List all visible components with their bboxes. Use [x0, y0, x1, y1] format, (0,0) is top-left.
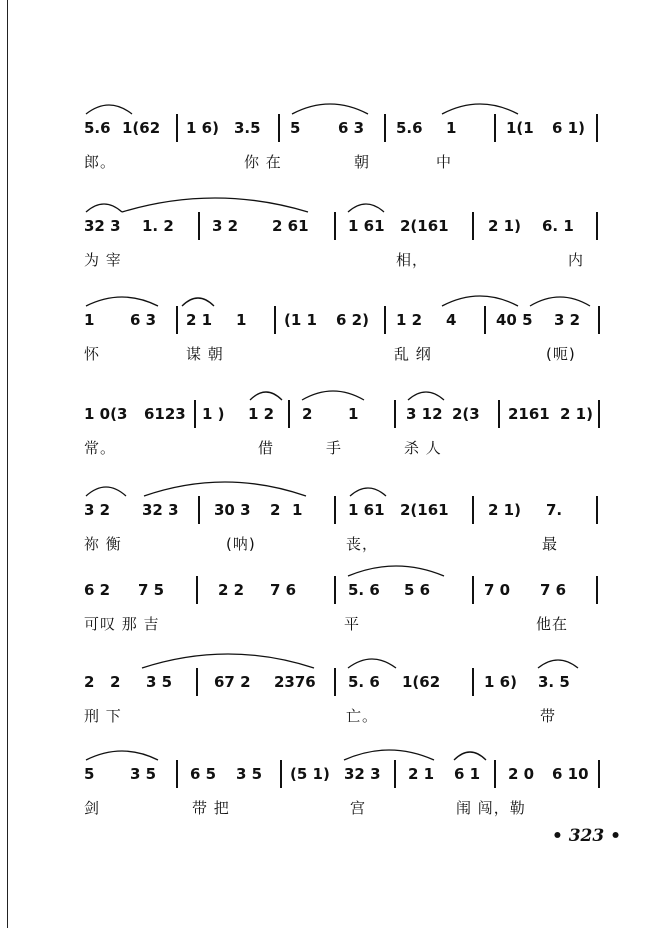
slur: [406, 378, 446, 402]
lyrics-line: [0, 152, 655, 182]
note-group: 2(161: [400, 501, 449, 519]
lyric: 谋 朝: [186, 345, 224, 363]
slur: [440, 284, 520, 308]
note-group: 67 2: [214, 673, 251, 691]
slur: [346, 190, 386, 214]
note-group: 3 2: [212, 217, 239, 235]
slur: [84, 738, 160, 762]
bar-line: [596, 496, 598, 524]
note-group: 32 3: [344, 765, 381, 783]
bar-line: [472, 496, 474, 524]
note-group: 7 5: [138, 581, 165, 599]
lyric: 可叹 那 吉: [84, 615, 160, 633]
lyric: 带: [540, 707, 557, 725]
note-group: 2 1: [186, 311, 213, 329]
notation-line: [0, 672, 655, 702]
slur: [142, 474, 308, 498]
note-group: 4: [446, 311, 457, 329]
note-group: 1 6): [186, 119, 219, 137]
bar-line: [194, 400, 196, 428]
lyric: 宫: [350, 799, 367, 817]
lyric: 剑: [84, 799, 101, 817]
slur: [300, 378, 366, 402]
note-group: (5 1): [290, 765, 330, 783]
note-group: 2 0: [508, 765, 535, 783]
lyric: 郎。: [84, 153, 117, 171]
bar-line: [598, 760, 600, 788]
lyric: 祢 衡: [84, 535, 122, 553]
note-group: 5. 6: [348, 581, 380, 599]
note-group: 3 2: [554, 311, 581, 329]
note-group: 2 1: [408, 765, 435, 783]
bar-line: [472, 212, 474, 240]
note-group: 2 61: [272, 217, 309, 235]
lyric: 常。: [84, 439, 117, 457]
bar-line: [394, 400, 396, 428]
slur: [180, 284, 216, 308]
bar-line: [484, 306, 486, 334]
page-number: • 323 •: [551, 826, 621, 846]
lyric: 为 宰: [84, 251, 122, 269]
lyric: 平: [344, 615, 361, 633]
bar-line: [176, 306, 178, 334]
slur: [348, 474, 388, 498]
note-group: 2 1): [488, 501, 521, 519]
note-group: 5: [290, 119, 301, 137]
slur: [342, 738, 436, 762]
lyric: 最: [542, 535, 559, 553]
lyric: (呃): [546, 345, 576, 363]
lyric: 借: [258, 439, 275, 457]
slur: [84, 474, 128, 498]
notation-line: [0, 404, 655, 434]
note-group: 2 1): [488, 217, 521, 235]
lyric: 你 在: [244, 153, 282, 171]
bar-line: [280, 760, 282, 788]
note-group: 3 2: [84, 501, 111, 519]
slur: [346, 554, 446, 578]
lyrics-line: [0, 798, 655, 828]
bar-line: [472, 668, 474, 696]
note-group: 2 1): [560, 405, 593, 423]
bar-line: [494, 114, 496, 142]
lyrics-line: [0, 438, 655, 468]
lyrics-line: [0, 614, 655, 644]
lyrics-line: [0, 344, 655, 374]
note-group: 6. 1: [542, 217, 574, 235]
note-group: 2(3: [452, 405, 480, 423]
slur: [346, 646, 398, 670]
notation-line: [0, 118, 655, 148]
bar-line: [472, 576, 474, 604]
notation-line: [0, 764, 655, 794]
note-group: 3 5: [146, 673, 173, 691]
lyric: 怀: [84, 345, 101, 363]
note-group: 5: [84, 765, 95, 783]
bar-line: [596, 576, 598, 604]
bar-line: [394, 760, 396, 788]
slur: [248, 378, 284, 402]
lyric: 手: [326, 439, 343, 457]
note-group: 1: [84, 311, 95, 329]
note-group: 1(1: [506, 119, 534, 137]
note-group: 30 3: [214, 501, 251, 519]
lyric: 内: [568, 251, 585, 269]
note-group: 1 ): [202, 405, 225, 423]
note-group: 1 2: [396, 311, 423, 329]
note-group: 1(62: [402, 673, 441, 691]
bar-line: [334, 576, 336, 604]
note-group: 1(62: [122, 119, 161, 137]
slur: [440, 92, 520, 116]
note-group: 5 6: [404, 581, 431, 599]
note-group: 3 12: [406, 405, 443, 423]
note-group: 6 10: [552, 765, 589, 783]
note-group: 2: [270, 501, 281, 519]
lyric: 朝: [354, 153, 371, 171]
note-group: 1: [348, 405, 359, 423]
lyric: 带 把: [192, 799, 230, 817]
note-group: 1 2: [248, 405, 275, 423]
note-group: 6 3: [338, 119, 365, 137]
note-group: 2(161: [400, 217, 449, 235]
note-group: (1 1: [284, 311, 317, 329]
note-group: 32 3: [142, 501, 179, 519]
note-group: 5.6: [396, 119, 423, 137]
lyric: (呐): [226, 535, 256, 553]
note-group: 6 1): [552, 119, 585, 137]
note-group: 2161: [508, 405, 550, 423]
note-group: 1: [446, 119, 457, 137]
bar-line: [334, 212, 336, 240]
note-group: 3. 5: [538, 673, 570, 691]
note-group: 2: [110, 673, 121, 691]
bar-line: [176, 760, 178, 788]
lyric: 丧，: [346, 535, 379, 553]
slur: [120, 190, 310, 214]
slur: [84, 190, 124, 214]
note-group: 6123: [144, 405, 186, 423]
note-group: 1 0(3: [84, 405, 128, 423]
bar-line: [498, 400, 500, 428]
lyrics-line: [0, 250, 655, 280]
bar-line: [196, 576, 198, 604]
bar-line: [278, 114, 280, 142]
note-group: 5.6: [84, 119, 111, 137]
note-group: 6 2: [84, 581, 111, 599]
note-group: 7 6: [540, 581, 567, 599]
bar-line: [198, 212, 200, 240]
slur: [84, 284, 160, 308]
lyric: 杀 人: [404, 439, 442, 457]
note-group: 7 6: [270, 581, 297, 599]
bar-line: [274, 306, 276, 334]
note-group: 1 61: [348, 217, 385, 235]
bar-line: [196, 668, 198, 696]
bar-line: [494, 760, 496, 788]
note-group: 2376: [274, 673, 316, 691]
lyrics-line: [0, 706, 655, 736]
bar-line: [596, 114, 598, 142]
note-group: 1 6): [484, 673, 517, 691]
bar-line: [384, 306, 386, 334]
note-group: 2: [302, 405, 313, 423]
note-group: 7.: [546, 501, 563, 519]
bar-line: [334, 668, 336, 696]
note-group: 3 5: [236, 765, 263, 783]
bar-line: [596, 212, 598, 240]
notation-line: [0, 216, 655, 246]
lyric: 闱 闯，勒: [456, 799, 526, 817]
bar-line: [334, 496, 336, 524]
bar-line: [384, 114, 386, 142]
notation-line: [0, 580, 655, 610]
slur: [452, 738, 488, 762]
note-group: 2: [84, 673, 95, 691]
note-group: 1: [236, 311, 247, 329]
lyric: 他在: [536, 615, 569, 633]
notation-line: [0, 310, 655, 340]
note-group: 6 3: [130, 311, 157, 329]
note-group: 6 2): [336, 311, 369, 329]
lyric: 亡。: [346, 707, 379, 725]
note-group: 5. 6: [348, 673, 380, 691]
note-group: 1 61: [348, 501, 385, 519]
lyric: 乱 纲: [394, 345, 432, 363]
note-group: 2 2: [218, 581, 245, 599]
note-group: 32 3: [84, 217, 121, 235]
slur: [84, 92, 134, 116]
slur: [528, 284, 592, 308]
bar-line: [598, 400, 600, 428]
note-group: 6 1: [454, 765, 481, 783]
bar-line: [176, 114, 178, 142]
note-group: 6 5: [190, 765, 217, 783]
lyrics-line: [0, 534, 655, 564]
slur: [536, 646, 580, 670]
note-group: 1: [292, 501, 303, 519]
note-group: 40 5: [496, 311, 533, 329]
bar-line: [598, 306, 600, 334]
lyric: 刑 下: [84, 707, 122, 725]
bar-line: [288, 400, 290, 428]
bar-line: [198, 496, 200, 524]
notation-line: [0, 500, 655, 530]
note-group: 3 5: [130, 765, 157, 783]
slur: [140, 646, 316, 670]
lyric: 相，: [396, 251, 429, 269]
lyric: 中: [436, 153, 453, 171]
note-group: 7 0: [484, 581, 511, 599]
note-group: 1. 2: [142, 217, 174, 235]
note-group: 3.5: [234, 119, 261, 137]
slur: [290, 92, 370, 116]
